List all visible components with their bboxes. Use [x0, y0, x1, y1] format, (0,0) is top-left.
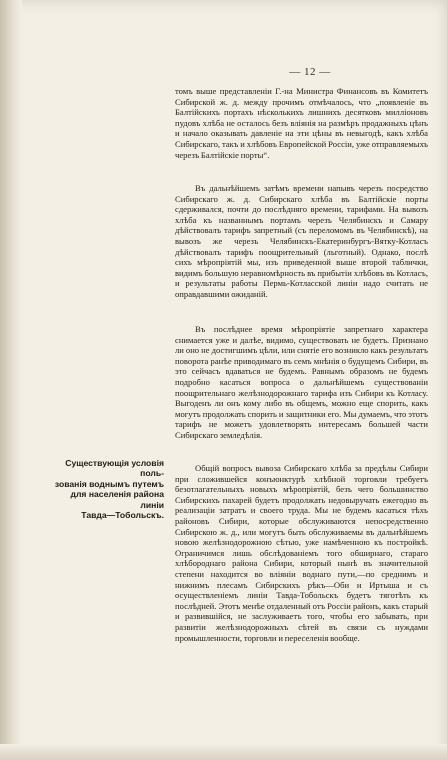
page-bottom-edge — [0, 744, 447, 760]
binding-edge — [0, 0, 22, 760]
paragraph-4: Общій вопросъ вывоза Сибирскаго хлѣба за предѣлы Сибири при сложившейся конъюнктурѣ хлѣбной торговли требуетъ безотлагательныхъ новыхъ мѣропріятій, безъ чего большинство Сибирскихъ пахарей будетъ продолжать недовыручать ежегодно въ реализаціи затратъ и своего труда. Мы не будемъ касаться тѣхъ районовъ Сибири, которые обслуживаются непосредственно Сибирскою ж. д., или могутъ быть обслуживаемы въ дальнѣйшемъ новою желѣзнодорожною сѣтью, уже намѣченною къ постройкѣ. Ограничимся лишь обслѣдованіемъ того обширнаго, стараго хлѣбороднаго района Сибири, который нынѣ въ значительной степени находится во вліяніи воднаго пути,—по среднимъ и нижнимъ плесамъ Сибирскихъ рѣкъ—Оби и Иртыша и съ осуществленіемъ линіи Тавда-Тобольскъ будетъ тяготѣть къ послѣдней. Этотъ менѣе отдаленный отъ Россіи районъ, какъ старый и развившійся, не заслуживаетъ того, чтобы его забывать, при развитіи желѣзнодорожныхъ сѣтей въ связи съ нуждами промышленности, торговли и переселенія вообще. — [175, 463, 428, 643]
margin-section-heading — [52, 458, 164, 520]
paragraph-2: Въ дальнѣйшемъ затѣмъ времени напывъ черезъ посредство Сибирскаго ж. д. Сибирскаго хлѣба въ Балтійскіе порты сдерживался, почти до послѣдняго времени, тарифами. На вывозъ хлѣба къ названнымъ портамъ черезъ Челябинскъ и Самару дѣйствовалъ тарифъ запретный (съ переломомъ въ Челябинскѣ), на вывозъ же черезъ Челябинскъ-Екатеринбургъ-Вятку-Котласъ дѣйствовалъ тарифъ поощрительный (льготный). Однако, послѣ сихъ мѣропріятій мы, изъ приведенной выше второй таблички, видимъ большую неравномѣрность въ прибытіи хлѣбовъ въ Котласъ, и результаты работы Пермь-Котласской линіи надо считать не оправдавшими ожиданій. — [175, 183, 428, 299]
margin-heading-line-2: зованія воднымъ путемъ — [54, 478, 164, 489]
paragraph-1-block — [175, 86, 428, 160]
paragraph-2-block — [175, 183, 428, 300]
margin-heading-line-1: Существующія условія поль- — [65, 458, 164, 479]
paragraph-3-block — [175, 324, 428, 441]
paragraph-3: Въ послѣднее время мѣропріятіе запретнаго характера снимается уже и далѣе, видимо, существовать не будетъ. Признано ли оно не достигшимъ цѣли, или снятіе его возникло какъ результатъ поворота ранѣе приводимаго въ семъ мнѣнія о будущемъ Сибири, въ это сейчасъ вдаваться не будемъ. Равнымъ образомъ не будемъ подробно касаться вопроса о дальнѣйшемъ существованіи поощрительнаго желѣзнодорожнаго тарифа изъ Сибири къ Котласу. Выгоденъ ли онъ кому либо въ общемъ, можно еще спорить, какъ могутъ продолжать спорить и защитники его. Мы думаемъ, что этотъ тарифъ не можетъ удовлетворять интересамъ большей части Сибирскаго земледѣлія. — [175, 324, 428, 440]
page-number: — 12 — — [289, 66, 331, 78]
margin-heading-line-4: Тавда—Тобольскъ. — [81, 510, 164, 521]
paragraph-1: томъ выше представленіи Г.-на Министра Финансовъ въ Комитетъ Сибирской ж. д. между прочимъ отмѣчалось, что „появленіе въ Балтійскихъ портахъ нѣсколькихъ лишнихъ десятковъ милліоновъ пудовъ хлѣба не осталось безъ вліянія на размѣръ продажныхъ цѣнъ и начало оказывать давленіе на эти цѣны въ невыгодѣ, какъ хлѣба Сибирскаго, такъ и хлѣбовъ Европейской Россіи, уже отправляемыхъ черезъ Балтійскіе порты“. — [175, 86, 428, 160]
paragraph-4-block — [175, 463, 428, 643]
margin-heading-line-3: для населенія района линіи — [70, 489, 164, 510]
